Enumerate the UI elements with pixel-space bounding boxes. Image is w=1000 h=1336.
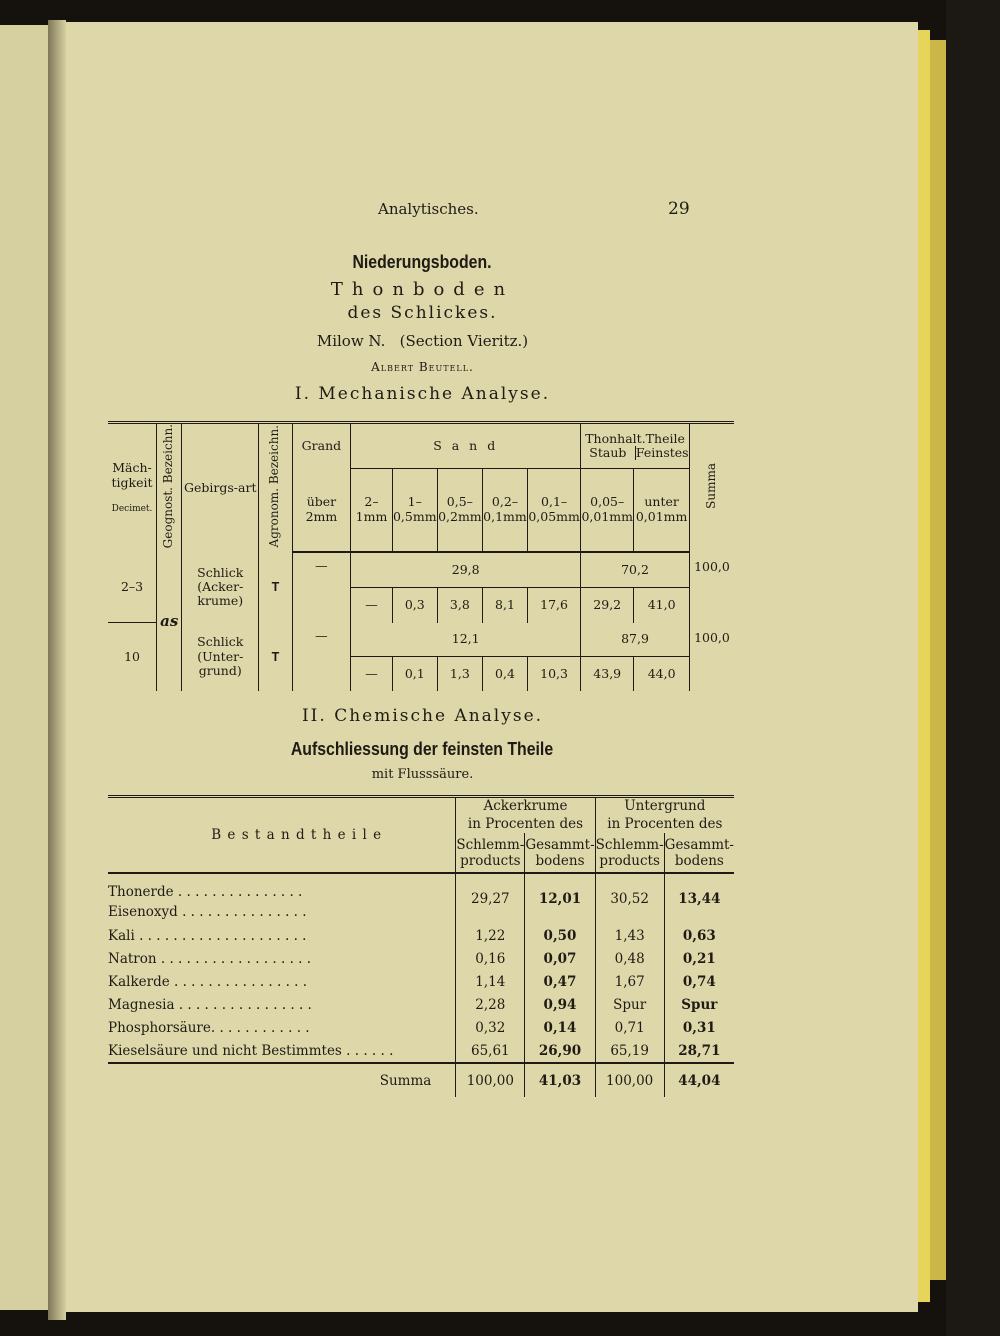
header-agronom: Agronom. Bezeichn.	[259, 423, 292, 552]
row-kali: Kali . . . . . . . . . . . . . . . . . . . .	[108, 924, 456, 947]
header-geognost: Geognost. Bezeichn.	[157, 423, 182, 552]
value-cell: 1,43	[595, 924, 664, 947]
value-cell: 2,28	[456, 993, 525, 1016]
header-sand: S a n d	[351, 423, 581, 469]
header-staub-size: 0,05–0,01mm	[581, 468, 634, 551]
header-ackerkrume: Ackerkrume in Procenten des	[456, 797, 595, 834]
row-staub: 43,9	[581, 657, 634, 691]
row-feinstes: 41,0	[634, 588, 690, 623]
summa-label: Summa	[108, 1063, 456, 1097]
row-agronom: T	[259, 623, 292, 691]
header-feinstes-size: unter 0,01mm	[634, 468, 690, 551]
row-natron: Natron . . . . . . . . . . . . . . . . . .	[108, 947, 456, 970]
chemical-title: II. Chemische Analyse.	[301, 706, 544, 726]
header-sand-size: 0,2–0,1mm	[482, 468, 527, 551]
row-agronom: T	[259, 552, 292, 623]
header-grand: Grand	[292, 423, 351, 469]
header-staub: Staub	[581, 446, 635, 460]
header-untergrund: Untergrund in Procenten des	[595, 797, 734, 834]
value-cell: 0,32	[456, 1016, 525, 1039]
row-magnesia: Magnesia . . . . . . . . . . . . . . . .	[108, 993, 456, 1016]
row-sand-value: 0,4	[482, 657, 527, 691]
running-title: Analytisches.	[378, 200, 479, 218]
header-schlemmproducts: Schlemm-products	[456, 833, 525, 873]
row-gebirgsart: Schlick (Acker-krume)	[182, 552, 259, 623]
book-cover	[946, 0, 1000, 1336]
row-gebirgsart: Schlick (Unter-grund)	[182, 623, 259, 691]
geognost-symbol: as	[157, 552, 182, 691]
header-grand-size: über 2mm	[292, 468, 351, 551]
page-number: 29	[668, 199, 690, 219]
mechanical-analysis-table	[108, 421, 734, 691]
header-in-procenten: in Procenten des	[607, 815, 723, 832]
value-cell: 0,74	[682, 973, 716, 990]
row-sand-value: 10,3	[528, 657, 581, 691]
chemical-subsubtitle: mit Flusssäure.	[371, 767, 474, 782]
value-cell: 0,63	[682, 927, 716, 944]
value-cell: 0,50	[525, 924, 595, 947]
header-in-procenten: in Procenten des	[467, 815, 584, 832]
value-cell: 1,22	[456, 924, 525, 947]
value-cell: 28,71	[678, 1042, 721, 1059]
row-sand-value: —	[351, 657, 392, 691]
soil-type: Thonboden	[330, 279, 515, 300]
value-cell: 13,44	[678, 891, 721, 908]
value-cell: 0,47	[525, 970, 595, 993]
summa-value: 44,04	[664, 1063, 734, 1097]
value-cell: 30,52	[595, 873, 664, 924]
header-thonhalt: Thonhalt.Theile Staub Feinstes	[581, 423, 690, 469]
row-grand: —	[292, 623, 351, 657]
row-sand-value: 8,1	[482, 588, 527, 623]
row-kieselsaeure: Kieselsäure und nicht Bestimmtes . . . . . .	[108, 1039, 456, 1063]
value-cell: Spur	[595, 993, 664, 1016]
analyst: Albert Beutell.	[371, 360, 474, 374]
header-bestandtheile: B e s t a n d t h e i l e	[108, 797, 456, 874]
header-sand-size: 0,5–0,2mm	[437, 468, 482, 551]
summa-value: 100,00	[595, 1063, 664, 1097]
row-sand-value: 0,1	[392, 657, 437, 691]
previous-page-edge	[0, 25, 50, 1310]
value-cell: 0,31	[682, 1019, 716, 1036]
header-gebirgsart: Gebirgs-art	[182, 423, 259, 552]
row-sand-value: —	[351, 588, 392, 623]
value-cell: 29,27	[456, 873, 525, 924]
section-title: Niederungsboden.	[352, 252, 492, 272]
row-summa: 100,0	[694, 629, 730, 645]
value-cell: 0,07	[525, 947, 595, 970]
summa-value: 100,00	[456, 1063, 525, 1097]
value-cell: Spur	[681, 996, 718, 1013]
row-sand-total: 29,8	[351, 552, 581, 588]
value-cell: 0,16	[456, 947, 525, 970]
chemical-subtitle: Aufschliessung der feinsten Theile	[290, 739, 554, 759]
chemical-analysis-table	[108, 795, 734, 1097]
header-decimet: Decimet.	[111, 504, 153, 515]
value-cell: 65,61	[456, 1039, 525, 1063]
value-cell: 12,01	[525, 873, 595, 924]
row-sand-value: 1,3	[437, 657, 482, 691]
value-cell: 26,90	[525, 1039, 595, 1063]
value-cell: 0,14	[525, 1016, 595, 1039]
header-gesammtbodens: Gesammt-bodens	[664, 833, 734, 873]
header-feinstes: Feinstes	[635, 444, 689, 460]
row-thon-total: 70,2	[581, 552, 690, 588]
summa-value: 41,03	[525, 1063, 595, 1097]
row-thonerde: Thonerde . . . . . . . . . . . . . . .	[108, 873, 456, 900]
header-gesammtbodens: Gesammt-bodens	[525, 833, 595, 873]
header-summa: Summa	[704, 463, 719, 510]
row-sand-value: 0,3	[392, 588, 437, 623]
row-thon-total: 87,9	[581, 623, 690, 657]
row-eisenoxyd: Eisenoxyd . . . . . . . . . . . . . . .	[108, 900, 456, 924]
soil-subtype: des Schlickes.	[347, 303, 498, 323]
row-summa: 100,0	[694, 558, 730, 574]
header-sand-size: 2–1mm	[351, 468, 392, 551]
value-cell: 65,19	[595, 1039, 664, 1063]
row-kalkerde: Kalkerde . . . . . . . . . . . . . . . .	[108, 970, 456, 993]
row-grand: —	[292, 552, 351, 588]
row-staub: 29,2	[581, 588, 634, 623]
value-cell: 0,21	[682, 950, 716, 967]
value-cell: 0,71	[595, 1016, 664, 1039]
header-maechtigkeit: Mäch-tigkeit Decimet.	[108, 423, 157, 552]
mechanical-title: I. Mechanische Analyse.	[294, 384, 551, 404]
row-phosphorsaeure: Phosphorsäure. . . . . . . . . . . .	[108, 1016, 456, 1039]
book-gutter	[48, 20, 66, 1320]
header-sand-size: 1–0,5mm	[392, 468, 437, 551]
row-sand-value: 3,8	[437, 588, 482, 623]
value-cell: 1,67	[595, 970, 664, 993]
row-depth: 10	[108, 623, 157, 691]
location: Milow N. (Section Vieritz.)	[316, 332, 529, 350]
row-sand-total: 12,1	[351, 623, 581, 657]
header-schlemmproducts: Schlemm-products	[595, 833, 664, 873]
header-sand-size: 0,1–0,05mm	[528, 468, 581, 551]
value-cell: 1,14	[456, 970, 525, 993]
value-cell: 0,48	[595, 947, 664, 970]
row-sand-value: 17,6	[528, 588, 581, 623]
value-cell: 0,94	[525, 993, 595, 1016]
page-edges	[918, 30, 930, 1302]
row-feinstes: 44,0	[634, 657, 690, 691]
row-depth: 2–3	[108, 552, 157, 623]
